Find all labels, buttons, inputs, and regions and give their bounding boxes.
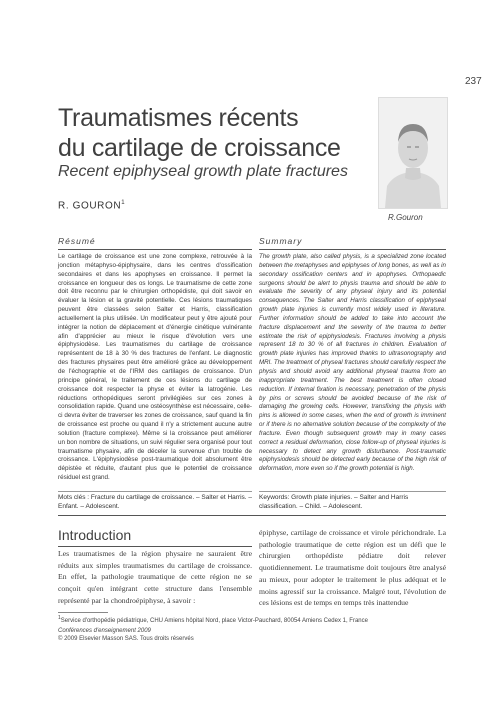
keywords-label: Keywords: [259,494,290,501]
resume-text: Le cartilage de croissance est une zone complexe, retrouvée à la jonction métaphyso-épiphysaire, dans les centres d'ossification secondaires et dans les apophyses en croissance. Il permet la croissance en longueur des os longs. Le traumatisme de cette zone doit être reconnu par le chirurgien orthopédiste, qui doit savoir en évaluer la lésion et la gravité potentielle. Ces lésions traumatiques peuvent être classées selon Salter et Harris, classification actuellement la plus utilisée. Un modificateur peut y être ajouté pour intégrer la notion de déplacement et d'énergie cinétique vulnérante afin d'apprécier au mieux le risque d'évolution vers une épiphysiodèse. Les traumatismes du cartilage de croissance représentent de 18 à 30 % des fractures de l'enfant. Le diagnostic des fractures physaires peut être amélioré grâce au développement de l'échographie et de l'IRM des cartilages de croissance. D'un principe général, le traitement de ces lésions du cartilage de croissance doit respecter la physe et éviter la latrogénie. Les réductions orthopédiques seront privilégiées sur ces zones à consolidation rapide. Quand une ostéosynthèse est nécessaire, celle-ci devra éviter de traverser les zones de croissance, sauf quand la fin de croissance est proche ou quand il n'y a strictement aucune autre solution (fracture complexe). Même si la croissance peut améliorer un bon nombre de situations, un suivi régulier sera organisé pour tout traumatisme physaire, afin de déceler la survenue d'un trouble de croissance. L'épiphysiodèse post-traumatique doit absolument être dépistée et réduite, d'autant plus que le potentiel de croissance résiduel est grand. [58,253,252,482]
author-photo [378,97,448,209]
abstract-bottom-rule [58,515,446,516]
article-subtitle: Recent epiphyseal growth plate fractures [58,163,348,180]
affiliation-footnote [58,614,448,625]
title-line-1: Traumatismes récents [58,104,299,132]
journal-name: Conférences d'enseignement 2009 [58,628,151,634]
journal-info [58,627,448,643]
introduction-heading: Introduction [58,527,132,543]
author-name: R. GOURON [58,200,122,212]
footnote-rule [58,612,108,613]
author-portrait-icon [379,98,447,208]
introduction-right-column: épiphyse, cartilage de croissance et virole périchondrale. La pathologie traumatique de cette région est un défi que le chirurgien orthopédiste pédiatre doit relever quotidiennement. Le traumatisme doit toujours être analysé au mieux, pour adopter le traitement le plus adéquat et le moins agressif sur la croissance. Malgré tout, l'évolution de ces lésions est de temps en temps très inattendue [259,528,446,608]
photo-caption: R.Gouron [388,213,423,222]
author-line [58,200,125,211]
page-number: 237 [465,76,482,87]
article-title [58,103,341,163]
author-affiliation-marker: 1 [121,200,126,206]
mots-cles [58,494,252,512]
title-line-2: du cartilage de croissance [58,134,341,162]
summary-heading: Summary [259,236,303,246]
keywords-rule [259,491,446,492]
summary-text: The growth plate, also called physis, is a specialized zone located between the metaphyses and epiphyses of long bones, as well as in secondary ossification centers and in apophyses. Orthopaedic surgeons should be alert to physis trauma and should be able to evaluate the severity of any physeal injury and its potential consequences. The Salter and Harris classification of epiphyseal growth plate injuries is currently most widely used in literature. Further information should be added to take into account the fracture displacement and the severity of the trauma to better estimate the risk of epiphysiodesis. Fractures involving a physis represent 18 to 30 % of all fractures in children. Evaluation of growth plate injuries has improved thanks to ultrasonography and MRI. The treatment of physeal fractures should carefully respect the physis and should avoid any additional physeal trauma from an inappropriate treatment. The best treatment is often closed reduction. If internal fixation is necessary, penetration of the physis by pins or screws should be avoided because of the risk of damaging the growing cells. However, transfixing the physis with pins is allowed in some cases, when the end of growth is imminent or if there is no alternative solution because of the complexity of the fracture. Even though subsequent growth may in many cases correct a residual deformation, close follow-up of physeal injuries is necessary to detect any growth disturbance. Post-traumatic epiphysiodesis should be detected early because of the high risk of deformation, more even so if the growth potential is high. [259,253,446,473]
introduction-left-column: Les traumatismes de la région physaire ne sauraient être réduits aux simples traumatismes du cartilage de croissance. En effet, la pathologie traumatique de cette région ne se conçoit qu'en intégrant cette structure dans l'ensemble représenté par la chondroépiphyse, à savoir : [58,549,252,605]
copyright-line: © 2009 Elsevier Masson SAS. Tous droits réservés [58,636,194,642]
mots-cles-label: Mots clés : [58,494,90,501]
keywords-text: Growth plate injuries. – Salter and Harris classification. – Child. – Adolescent. [259,494,409,510]
resume-rule [58,249,252,250]
footnote-text: Service d'orthopédie pédiatrique, CHU Amiens hôpital Nord, place Victor-Pauchard, 80054 Amiens Cedex 1, France [60,618,368,624]
summary-rule [259,249,446,250]
keywords [259,494,446,512]
resume-heading: Résumé [58,236,96,246]
mots-cles-text: Fracture du cartilage de croissance. – Salter et Harris. – Enfant. – Adolescent. [58,494,253,510]
mots-cles-rule [58,491,252,492]
footnote-marker: 1 [58,615,61,621]
introduction-rule [58,546,252,547]
